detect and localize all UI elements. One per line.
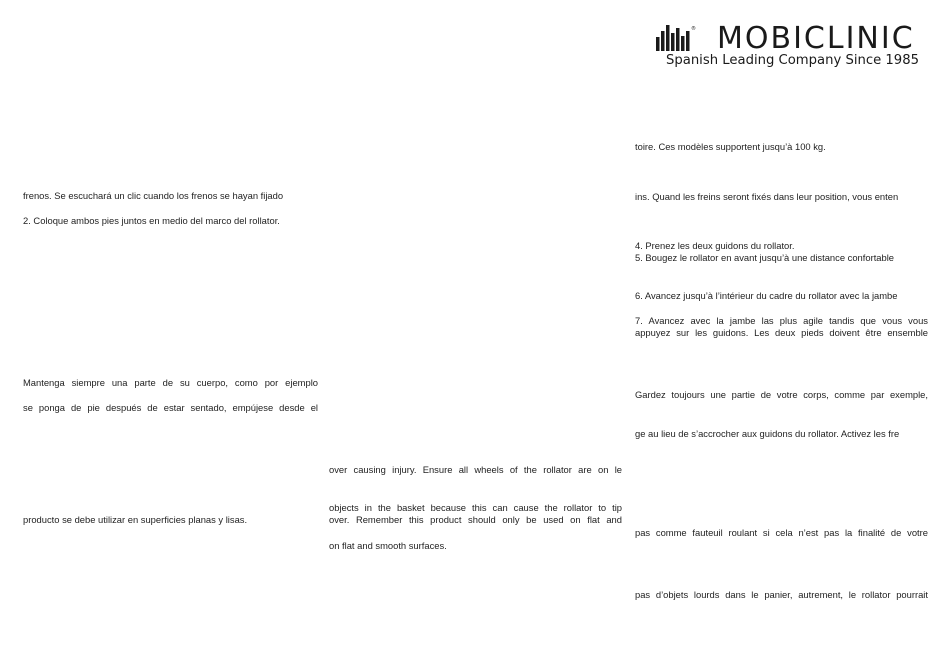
fr-text-line: 7. Avancez avec la jambe las plus agile tandis que vous vous bbox=[635, 315, 928, 326]
en-text-line: over. Remember this product should only be used on flat and bbox=[329, 514, 622, 525]
fr-text-line: Gardez toujours une partie de votre corps, comme par exemple, bbox=[635, 389, 928, 400]
logo-wordmark: MOBICLINIC bbox=[717, 21, 915, 56]
mobiclinic-logo bbox=[655, 22, 935, 72]
fr-text-line: pas d’objets lourds dans le panier, autrement, le rollator pourrait bbox=[635, 589, 928, 600]
en-text-line: objects in the basket because this can cause the rollator to tip bbox=[329, 502, 622, 513]
fr-text-line: ins. Quand les freins seront fixés dans leur position, vous enten bbox=[635, 191, 899, 202]
en-text-line: over causing injury. Ensure all wheels of the rollator are on le bbox=[329, 464, 622, 475]
es-text-line: se ponga de pie después de estar sentado, empújese desde el bbox=[23, 402, 318, 413]
registered-mark: ® bbox=[691, 26, 696, 32]
fr-text-line: toire. Ces modèles supportent jusqu’à 100 kg. bbox=[635, 141, 826, 152]
en-text-line: on flat and smooth surfaces. bbox=[329, 540, 447, 551]
fr-text-line: ge au lieu de s’accrocher aux guidons du rollator. Activez les fre bbox=[635, 428, 900, 439]
logo-tagline: Spanish Leading Company Since 1985 bbox=[666, 53, 919, 68]
fr-text-line: 5. Bougez le rollator en avant jusqu’à une distance confortable bbox=[635, 252, 895, 263]
fr-text-line: 6. Avancez jusqu’à l’intérieur du cadre du rollator avec la jambe bbox=[635, 290, 898, 301]
es-text-line: frenos. Se escuchará un clic cuando los frenos se hayan fijado bbox=[23, 190, 284, 201]
es-text-line: Mantenga siempre una parte de su cuerpo, como por ejemplo bbox=[23, 377, 318, 388]
fr-text-line: appuyez sur les guidons. Les deux pieds doivent être ensemble bbox=[635, 327, 928, 338]
fr-text-line: pas comme fauteuil roulant si cela n’est pas la finalité de votre bbox=[635, 527, 928, 538]
es-text-line: producto se debe utilizar en superficies planas y lisas. bbox=[23, 514, 248, 525]
es-text-line: 2. Coloque ambos pies juntos en medio del marco del rollator. bbox=[23, 215, 280, 226]
fr-text-line: 4. Prenez les deux guidons du rollator. bbox=[635, 240, 795, 251]
bar-chart-logo-icon bbox=[655, 24, 699, 52]
